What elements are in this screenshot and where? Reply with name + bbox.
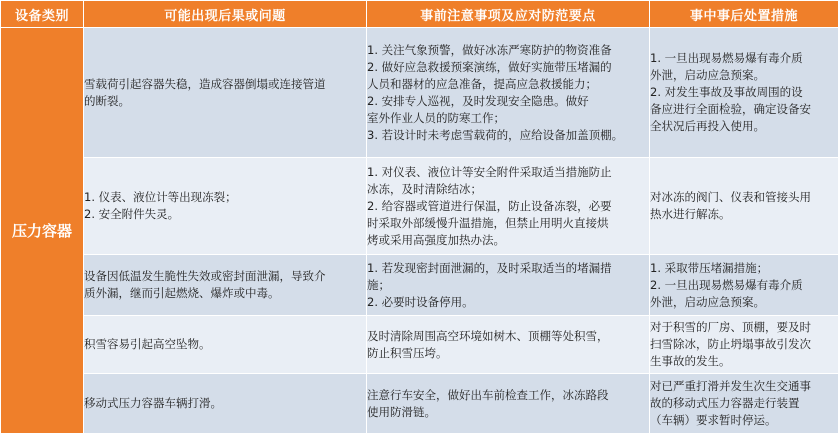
table-row [1,158,838,255]
cell-line: 防止积雪压垮。 [367,345,649,362]
problem-cell [84,374,367,434]
header-possible-consequences: 可能出现后果或问题 [84,1,367,28]
cell-line: 积雪容易引起高空坠物。 [84,336,366,353]
prevention-cell [367,158,650,255]
cell-line: 外泄，启动应急预案。 [650,294,838,311]
response-cell [650,28,838,158]
prevention-cell [367,255,650,316]
cell-line: 设备因低温发生脆性失效或密封面泄漏，导致介 [84,268,366,285]
cell-line: 雪载荷引起容器失稳，造成容器倒塌或连接管道 [84,76,366,93]
cell-line: 对冰冻的阀门、仪表和管接头用 [650,189,838,206]
cell-line: 移动式压力容器车辆打滑。 [84,395,366,412]
response-cell [650,158,838,255]
cell-line: 备应进行全面检验，确定设备安 [650,101,838,118]
header-response-measures: 事中事后处置措施 [650,1,838,28]
cell-line: 故的移动式压力容器走行装置 [650,395,838,412]
category-cell: 压力容器 [1,28,84,434]
table-row [1,28,838,158]
cell-line: 施； [367,277,649,294]
prevention-cell [367,28,650,158]
cell-line: 1. 仪表、液位计等出现冻裂； [84,189,366,206]
cell-line: 人员和器材的应急准备，提高应急救援能力； [367,76,649,93]
cell-line: 注意行车安全，做好出车前检查工作，冰冻路段 [367,387,649,404]
table-row [1,316,838,374]
response-cell [650,316,838,374]
cell-line: 时采取外部缓慢升温措施，但禁止用明火直接烘 [367,215,649,232]
cell-line: 2. 一旦出现易燃易爆有毒介质 [650,277,838,294]
cell-line: 烤或采用高强度加热办法。 [367,232,649,249]
cell-line: 外泄，启动应急预案。 [650,67,838,84]
cell-line: 1. 采取带压堵漏措施； [650,260,838,277]
cell-line: 全状况后再投入使用。 [650,118,838,135]
cell-line: 1. 一旦出现易燃易爆有毒介质 [650,50,838,67]
cell-line: 2. 安全附件失灵。 [84,206,366,223]
table-row [1,255,838,316]
header-prevention-points: 事前注意事项及应对防范要点 [367,1,650,28]
cell-line: 1. 关注气象预警，做好冰冻严寒防护的物资准备 [367,42,649,59]
cell-line: 生事故的发生。 [650,353,838,370]
cell-line: 质外漏，继而引起燃烧、爆炸或中毒。 [84,285,366,302]
cell-line: 2. 对发生事故及事故周围的设 [650,84,838,101]
header-equipment-category: 设备类别 [1,1,84,28]
cell-line: 室外作业人员的防寒工作； [367,110,649,127]
problem-cell [84,316,367,374]
cell-line: 1. 若发现密封面泄漏的，及时采取适当的堵漏措 [367,260,649,277]
cell-line: 及时清除周围高空环境如树木、顶棚等处积雪， [367,328,649,345]
cell-line: 3. 若设计时未考虑雪载荷的，应给设备加盖顶棚。 [367,127,649,144]
problem-cell [84,255,367,316]
cell-line: （车辆）要求暂时停运。 [650,412,838,429]
cell-line: 使用防滑链。 [367,404,649,421]
prevention-cell [367,316,650,374]
cell-line: 冰冻，及时清除结冰； [367,181,649,198]
table-header-row [1,1,838,28]
cell-line: 2. 必要时设备停用。 [367,294,649,311]
cell-line: 2. 做好应急救援预案演练，做好实施带压堵漏的 [367,59,649,76]
response-cell [650,255,838,316]
cell-line: 热水进行解冻。 [650,206,838,223]
cell-line: 2. 给容器或管道进行保温，防止设备冻裂，必要 [367,198,649,215]
cell-line: 对于积雪的厂房、顶棚，要及时 [650,319,838,336]
cell-line: 2. 安排专人巡视，及时发现安全隐患。做好 [367,93,649,110]
problem-cell [84,158,367,255]
problem-cell [84,28,367,158]
cell-line: 扫雪除冰，防止坍塌事故引发次 [650,336,838,353]
response-cell [650,374,838,434]
cell-line: 1. 对仪表、液位计等安全附件采取适当措施防止 [367,164,649,181]
cell-line: 的断裂。 [84,93,366,110]
prevention-cell [367,374,650,434]
table-row [1,374,838,434]
cell-line: 对已严重打滑并发生次生交通事 [650,378,838,395]
